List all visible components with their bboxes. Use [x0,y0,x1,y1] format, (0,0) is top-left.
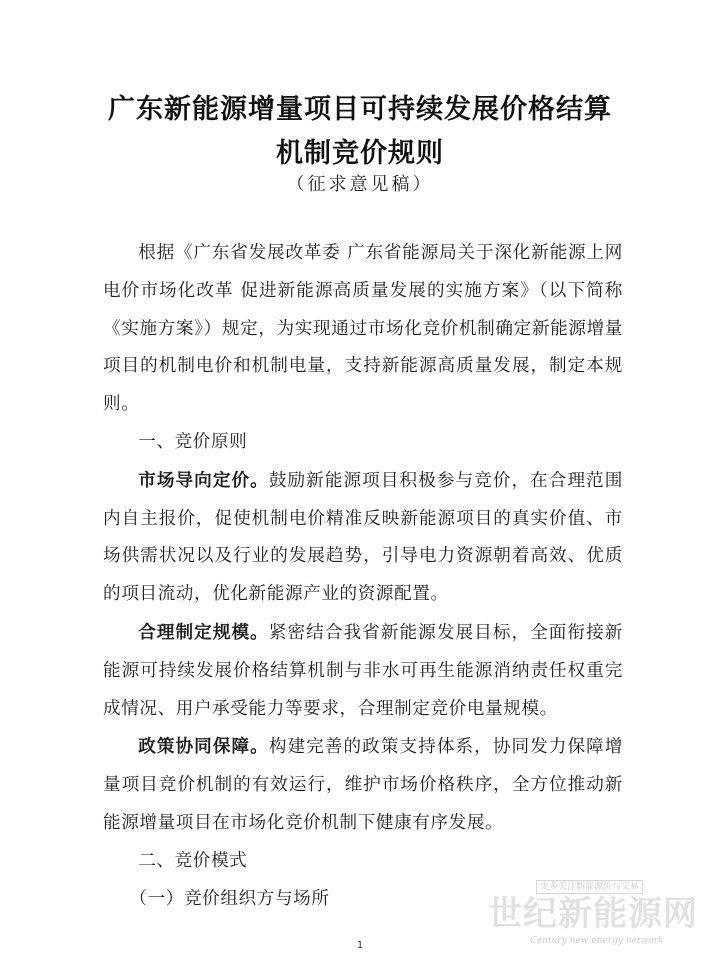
watermark-bottom-text: Century new energy network [530,936,664,946]
section2-heading: 二、竞价模式 [138,850,248,871]
principle-text-2: 紧密结合我省新能源发展目标，全面衔接新能源可持续发展价格结算机制与非水可再生能源消纳责任权重完成情况、用户承受能力等要求，合理制定竞价电量规模。 [103,622,623,719]
document-body [103,235,623,918]
principle-paragraph-2 [103,614,623,728]
watermark-main-text: 世纪新能源网 [488,894,698,934]
watermark-top-text: 更多关注新能源价与交易 [536,880,643,894]
page-number: 1 [356,940,364,951]
document-title-line1: 广东新能源增量项目可持续发展价格结算 [108,94,612,125]
subsection1-heading: （一）竞价组织方与场所 [129,888,330,909]
section1-heading: 一、竞价原则 [138,431,248,452]
principle-paragraph-3 [103,728,623,842]
principle-text-3: 构建完善的政策支持体系，协同发力保障增量项目竞价机制的有效运行，维护市场价格秩序，全方位推动新能源增量项目在市场化竞价机制下健康有序发展。 [103,737,623,833]
document-subtitle: （征求意见稿） [286,174,434,195]
principle-label-3: 政策协同保障。 [138,736,269,758]
principle-paragraph-1 [103,462,623,614]
principle-text-1: 鼓励新能源项目积极参与竞价，在合理范围内自主报价，促使机制电价精准反映新能源项目的真实价值、市场供需状况以及行业的发展趋势，引导电力资源朝着高效、优质的项目流动，优化新能源产业的资源配置。 [103,470,623,605]
principle-label-1: 市场导向定价。 [138,469,269,491]
document-title-line2: 机制竞价规则 [276,138,444,169]
intro-paragraph: 根据《广东省发展改革委 广东省能源局关于深化新能源上网电价市场化改革 促进新能源高质量发展的实施方案》（以下简称《实施方案》）规定，为实现通过市场化竞价机制确定新能源增量项目的机制电价和机制电量，支持新能源高质量发展，制定本规则。 [103,243,623,415]
principle-label-2: 合理制定规模。 [138,621,269,643]
